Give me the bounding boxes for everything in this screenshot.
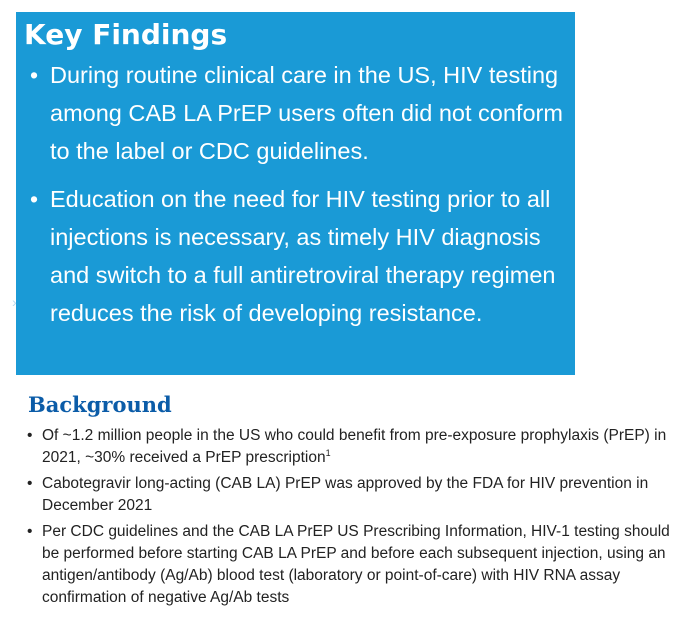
background-item	[26, 425, 676, 469]
cropped-edge-mark-icon: ›	[12, 294, 17, 310]
background-item	[26, 521, 676, 609]
key-finding-text: During routine clinical care in the US, HIV testing among CAB LA PrEP users often did not conform to the label or CDC guidelines.	[50, 62, 563, 164]
key-finding-item	[24, 180, 567, 332]
bullet-icon: •	[27, 523, 33, 540]
key-finding-text: Education on the need for HIV testing prior to all injections is necessary, as timely HIV diagnosis and switch to a full antiretroviral therapy regimen reduces the risk of developing resistance.	[50, 186, 556, 326]
bullet-icon: •	[30, 62, 39, 88]
key-findings-list	[24, 56, 567, 332]
background-item-text: Per CDC guidelines and the CAB LA PrEP US Prescribing Information, HIV-1 testing should be performed before starting CAB LA PrEP and before each subsequent injection, using an antigen/antibody (Ag/Ab) blood test (laboratory or point-of-care) with HIV RNA assay confirmation of negative Ag/Ab tests	[42, 523, 670, 606]
key-findings-title: Key Findings	[24, 18, 228, 51]
bullet-icon: •	[27, 475, 33, 492]
bullet-icon: •	[27, 427, 33, 444]
key-finding-item	[24, 56, 567, 170]
background-item-text: Of ~1.2 million people in the US who could benefit from pre-exposure prophylaxis (PrEP) in 2021, ~30% received a PrEP prescription	[42, 427, 667, 466]
reference-superscript: 1	[325, 447, 331, 458]
background-title: Background	[28, 392, 172, 417]
background-item	[26, 473, 676, 517]
background-list	[26, 425, 676, 613]
background-item-text: Cabotegravir long-acting (CAB LA) PrEP was approved by the FDA for HIV prevention in December 2021	[42, 475, 649, 514]
bullet-icon: •	[30, 186, 39, 212]
key-findings-panel	[16, 12, 575, 375]
